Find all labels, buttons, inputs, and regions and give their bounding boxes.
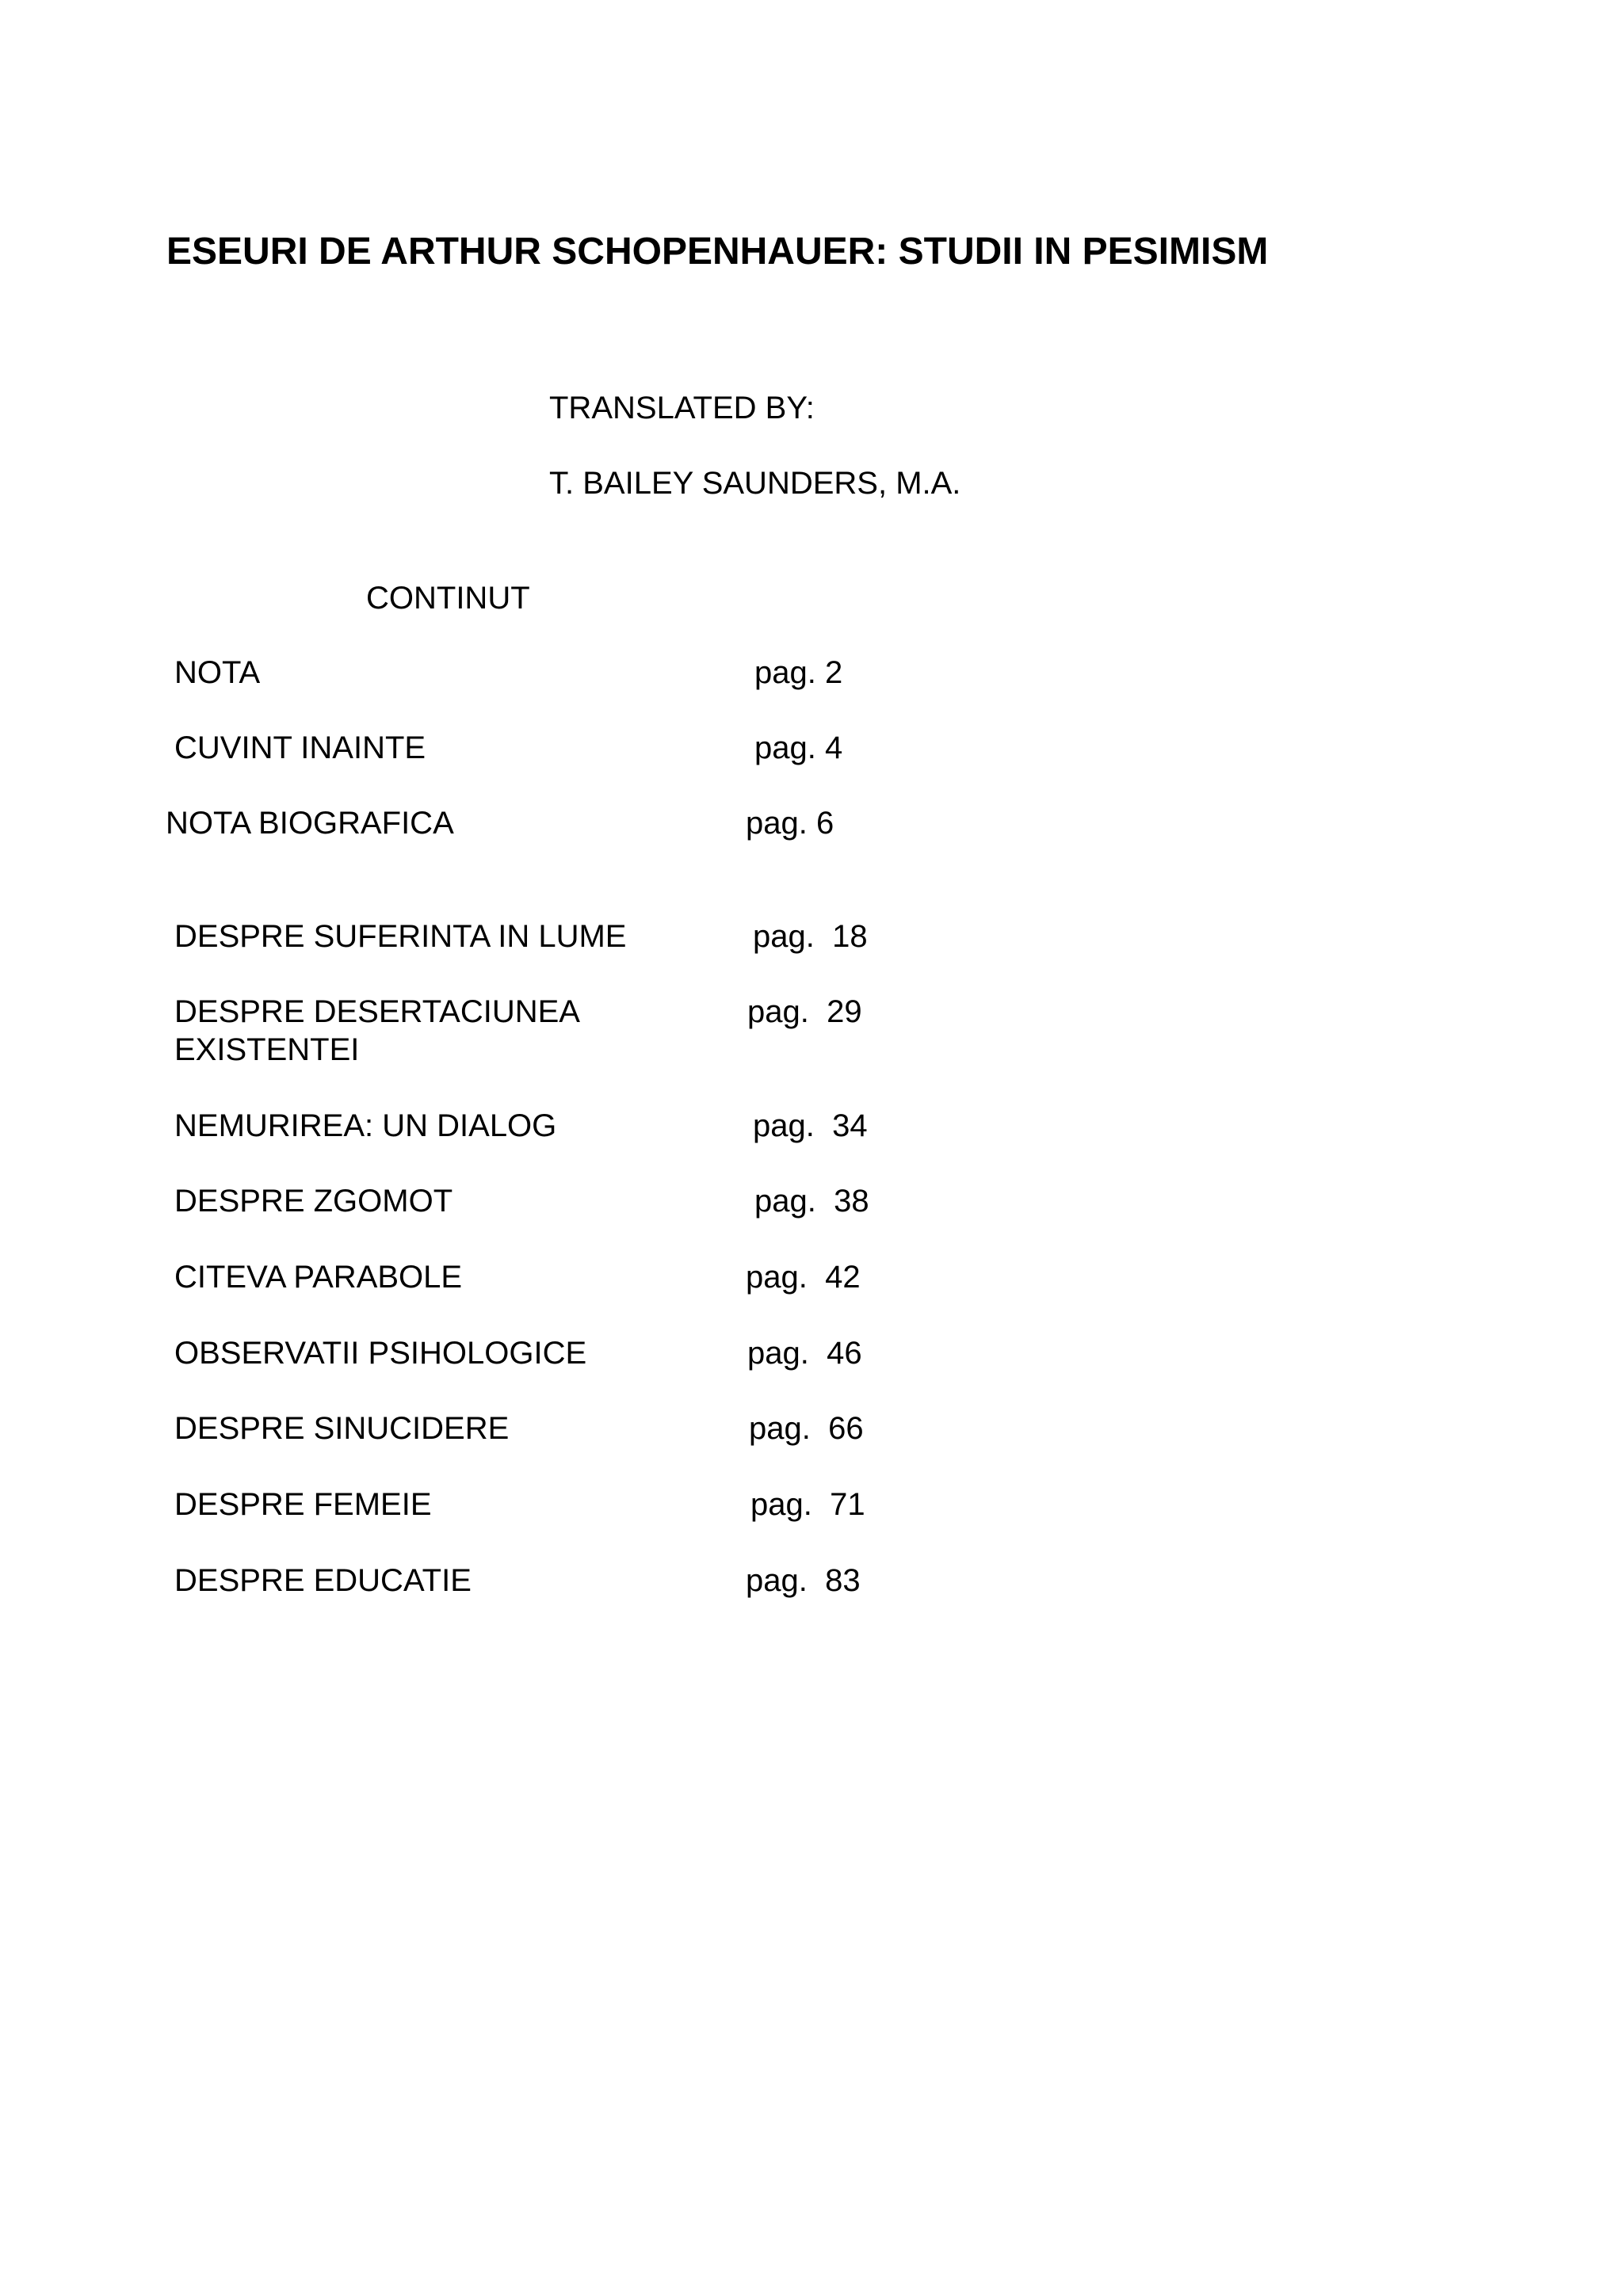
toc-entry-title: CUVINT INAINTE	[174, 730, 426, 765]
toc-entry-title: NOTA BIOGRAFICA	[166, 806, 454, 841]
contents-heading: CONTINUT	[366, 581, 530, 616]
toc-entry-page: pag. 34	[753, 1108, 868, 1143]
toc-entry-title: OBSERVATII PSIHOLOGICE	[174, 1336, 587, 1371]
toc-entry-title: DESPRE SUFERINTA IN LUME	[174, 919, 627, 954]
toc-entry-page: pag. 38	[754, 1184, 869, 1219]
toc-entry-page: pag. 71	[750, 1487, 865, 1522]
toc-entry-page: pag. 42	[746, 1260, 861, 1295]
toc-entry-page: pag. 2	[754, 655, 843, 690]
toc-entry-page: pag. 29	[747, 994, 862, 1029]
toc-entry-title: DESPRE SINUCIDERE	[174, 1411, 510, 1446]
toc-entry-title: CITEVA PARABOLE	[174, 1260, 463, 1295]
toc-entry-page: pag. 4	[754, 730, 843, 765]
toc-entry-page: pag. 66	[749, 1411, 864, 1446]
toc-entry-page: pag. 46	[747, 1336, 862, 1371]
toc-entry-title: DESPRE EDUCATIE	[174, 1563, 472, 1598]
toc-entry-page: pag. 6	[746, 806, 834, 841]
document-title: ESEURI DE ARTHUR SCHOPENHAUER: STUDII IN PESIMISM	[166, 231, 1269, 273]
toc-entry-title: NEMURIREA: UN DIALOG	[174, 1108, 557, 1143]
toc-entry-title: DESPRE ZGOMOT	[174, 1184, 453, 1219]
translator-name: T. BAILEY SAUNDERS, M.A.	[549, 466, 961, 501]
translated-by-label: TRANSLATED BY:	[549, 391, 815, 425]
toc-entry-page: pag. 18	[753, 919, 868, 954]
toc-entry-page: pag. 83	[746, 1563, 861, 1598]
toc-entry-title: DESPRE DESERTACIUNEA EXISTENTEI	[174, 994, 579, 1067]
toc-entry-title: DESPRE FEMEIE	[174, 1487, 432, 1522]
toc-entry-title: NOTA	[174, 655, 261, 690]
